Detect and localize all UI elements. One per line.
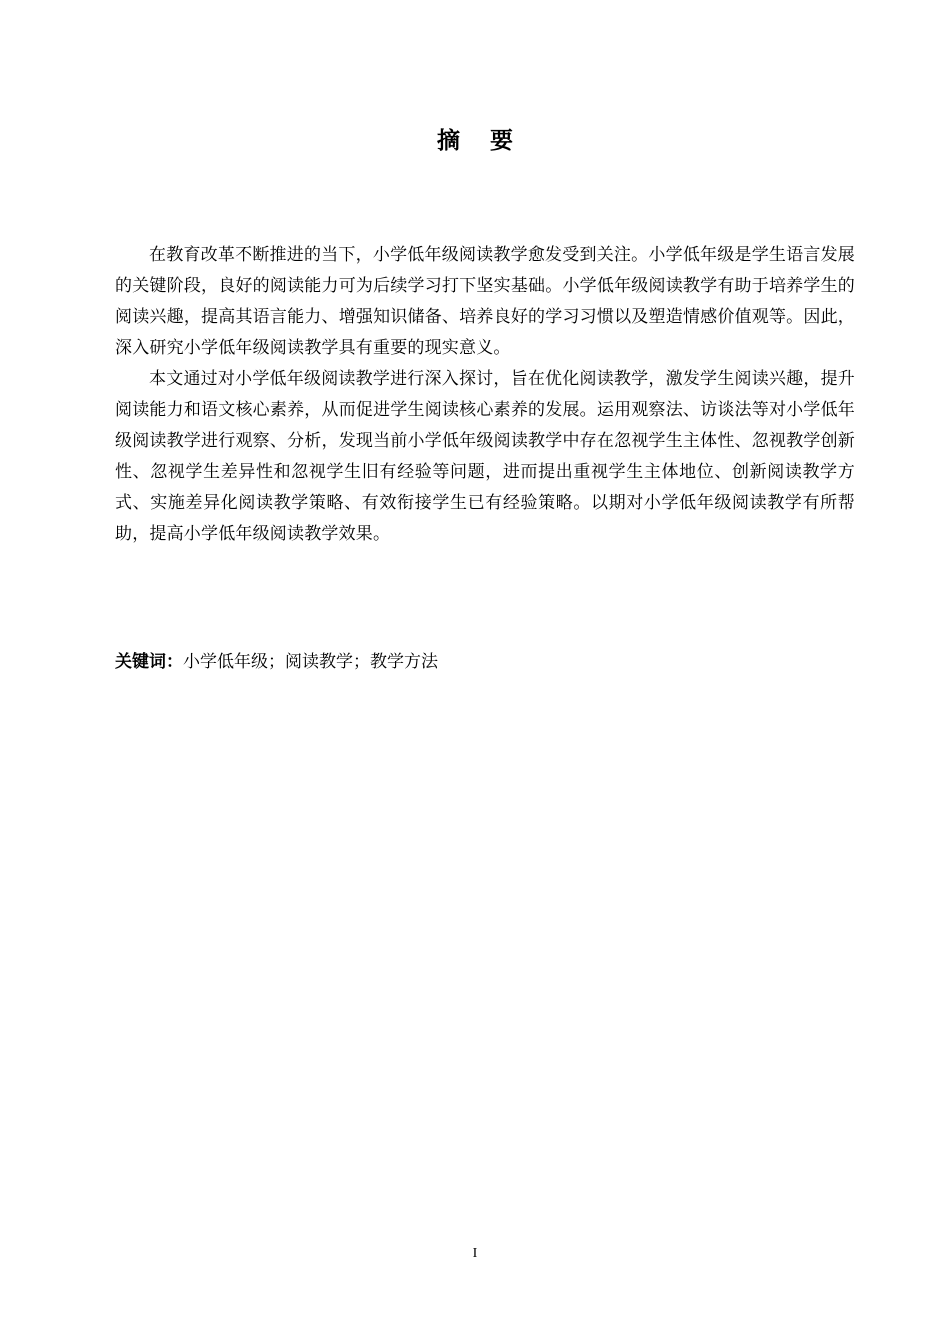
- page-number: I: [472, 1246, 478, 1261]
- keywords-line: [115, 647, 855, 678]
- keywords-label: 关键词：: [115, 652, 183, 672]
- abstract-body: [115, 240, 855, 550]
- abstract-paragraph-1: 在教育改革不断推进的当下，小学低年级阅读教学愈发受到关注。小学低年级是学生语言发展的关键阶段，良好的阅读能力可为后续学习打下坚实基础。小学低年级阅读教学有助于培养学生的阅读兴趣，提高其语言能力、增强知识储备、培养良好的学习习惯以及塑造情感价值观等。因此，深入研究小学低年级阅读教学具有重要的现实意义。: [115, 245, 855, 358]
- keywords-value: 小学低年级；阅读教学；教学方法: [183, 652, 438, 672]
- page-title: 摘要: [437, 128, 543, 154]
- abstract-paragraph-2: 本文通过对小学低年级阅读教学进行深入探讨，旨在优化阅读教学，激发学生阅读兴趣，提升阅读能力和语文核心素养，从而促进学生阅读核心素养的发展。运用观察法、访谈法等对小学低年级阅读教学进行观察、分析，发现当前小学低年级阅读教学中存在忽视学生主体性、忽视教学创新性、忽视学生差异性和忽视学生旧有经验等问题，进而提出重视学生主体地位、创新阅读教学方式、实施差异化阅读教学策略、有效衔接学生已有经验策略。以期对小学低年级阅读教学有所帮助，提高小学低年级阅读教学效果。: [115, 369, 855, 544]
